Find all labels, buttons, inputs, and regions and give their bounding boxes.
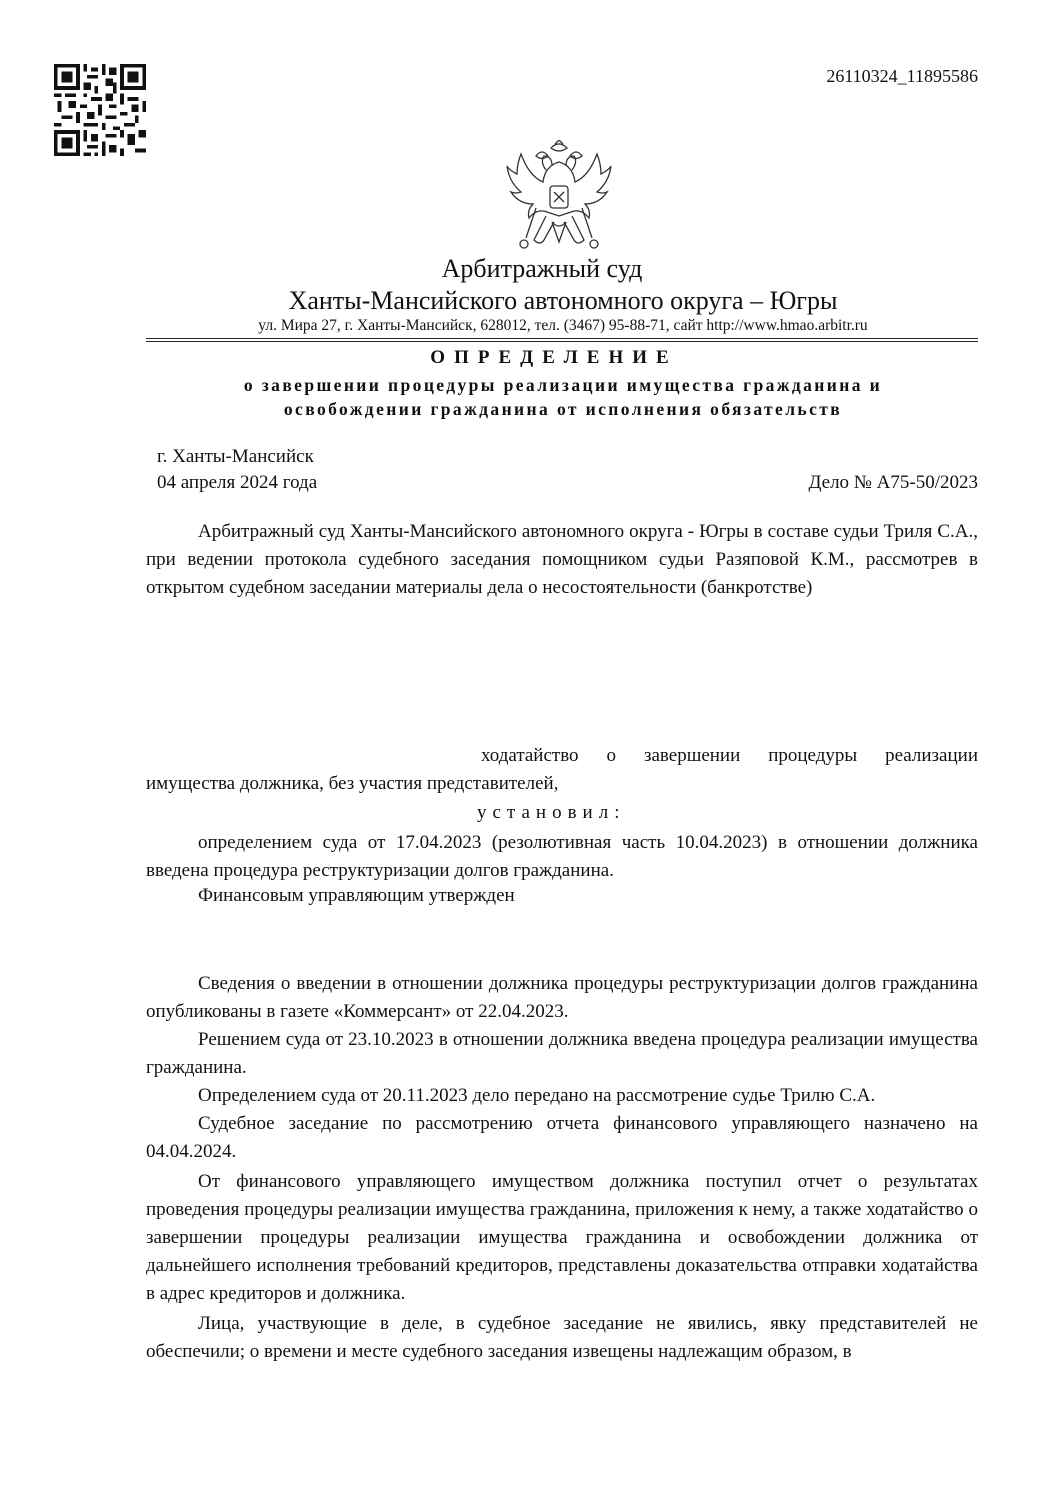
petition-text: ходатайство о завершении процедуры реализации: [481, 745, 978, 766]
divider: [146, 341, 978, 342]
paragraph: Определением суда от 20.11.2023 дело передано на рассмотрение судье Трилю С.А.: [198, 1085, 876, 1106]
document-type: ОПРЕДЕЛЕНИЕ: [430, 347, 678, 368]
paragraph: Решением суда от 23.10.2023 в отношении должника введена процедура реализации имущества гражданина.: [146, 1029, 978, 1078]
established-heading: установил:: [477, 802, 626, 823]
document-subject-line: о завершении процедуры реализации имущества гражданина и: [243, 375, 883, 395]
petition-text: имущества должника, без участия представителей,: [146, 773, 559, 794]
paragraph: Сведения о введении в отношении должника процедуры реструктуризации долгов гражданина опубликованы в газете «Коммерсант» от 22.04.2023.: [146, 973, 978, 1022]
court-name: Арбитражный суд: [441, 254, 643, 283]
paragraph: Судебное заседание по рассмотрению отчета финансового управляющего назначено на 04.04.2024.: [146, 1113, 978, 1162]
qr-code-icon: [54, 64, 146, 156]
document-subject-line: освобождении гражданина от исполнения обязательств: [283, 399, 843, 419]
paragraph: Финансовым управляющим утвержден: [198, 885, 515, 906]
city: г. Ханты-Мансийск: [157, 446, 314, 467]
intro-paragraph: Арбитражный суд Ханты-Мансийского автономного округа - Югры в составе судьи Триля С.А., при ведении протокола судебного заседания помощником судьи Разяповой К.М., рассмотрев в открытом судебном заседании материалы дела о несостоятельности (банкротстве): [146, 521, 978, 598]
coat-of-arms-icon: [506, 140, 612, 252]
court-address: ул. Мира 27, г. Ханты-Мансийск, 628012, тел. (3467) 95-88-71, сайт http://www.hmao.arbitr.ru: [258, 317, 868, 334]
paragraph: определением суда от 17.04.2023 (резолютивная часть 10.04.2023) в отношении должника введена процедура реструктуризации долгов гражданина.: [146, 832, 978, 881]
court-region: Ханты-Мансийского автономного округа – Югры: [288, 286, 838, 315]
case-number: Дело № А75-50/2023: [808, 472, 978, 493]
paragraph: Лица, участвующие в деле, в судебное заседание не явились, явку представителей не обеспечили; о времени и месте судебного заседания извещены надлежащим образом, в: [146, 1313, 978, 1362]
paragraph: От финансового управляющего имуществом должника поступил отчет о результатах проведения процедуры реализации имущества гражданина, приложения к нему, а также ходатайство о завершении процедуры реализации имущества гражданина и освобождении должника от дальнейшего исполнения требований кредиторов, представлены доказательства отправки ходатайства в адрес кредиторов и должника.: [146, 1171, 978, 1304]
divider: [146, 338, 978, 339]
document-id: 26110324_11895586: [826, 66, 978, 86]
document-date: 04 апреля 2024 года: [157, 472, 318, 493]
